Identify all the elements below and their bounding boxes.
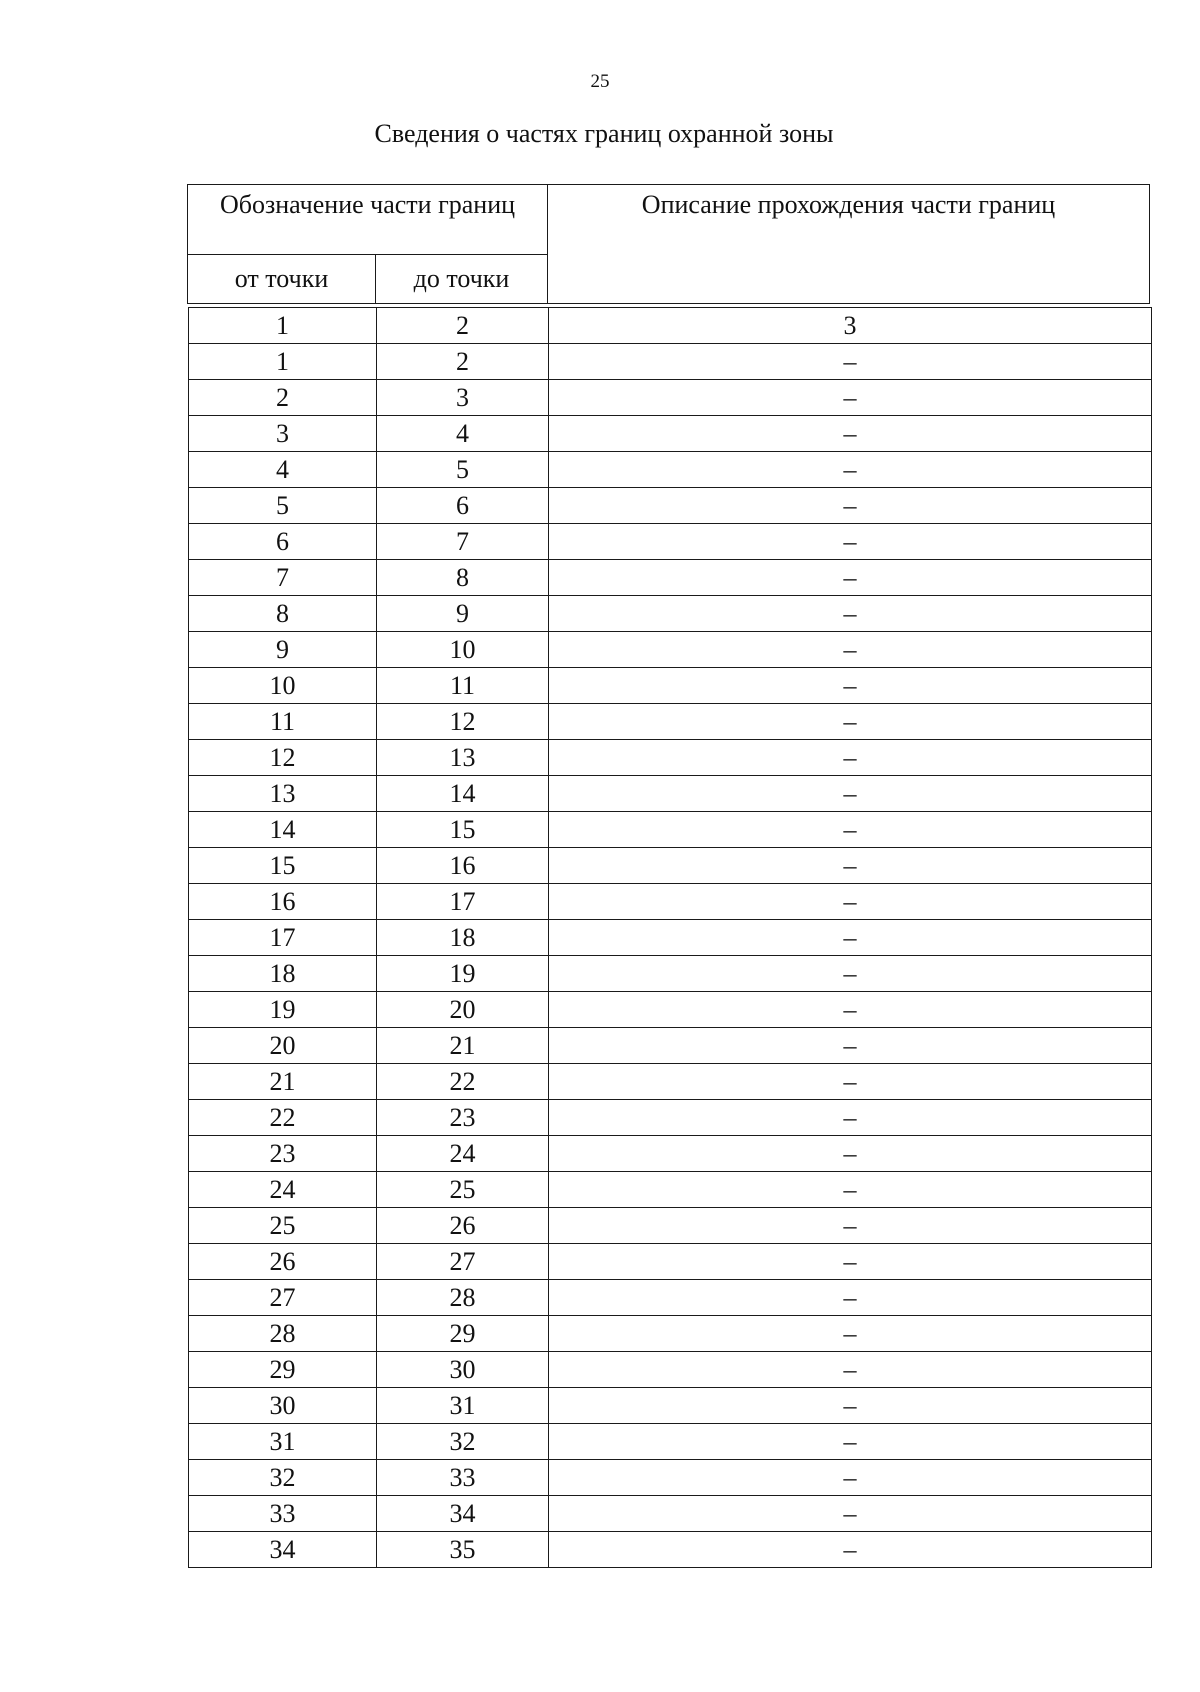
from-point-cell: 27 (189, 1280, 377, 1316)
from-point-cell: 31 (189, 1424, 377, 1460)
to-point-cell: 12 (377, 704, 549, 740)
to-point-cell: 9 (377, 596, 549, 632)
table-row (189, 452, 1152, 488)
to-point-cell: 4 (377, 416, 549, 452)
table-row (189, 596, 1152, 632)
from-point-header: от точки (188, 255, 376, 304)
from-point-cell: 10 (189, 668, 377, 704)
description-cell: – (549, 488, 1152, 524)
to-point-cell: 19 (377, 956, 549, 992)
from-point-cell: 28 (189, 1316, 377, 1352)
to-point-header: до точки (376, 255, 548, 304)
from-point-cell: 33 (189, 1496, 377, 1532)
from-point-cell: 5 (189, 488, 377, 524)
description-cell: – (549, 1064, 1152, 1100)
from-point-cell: 8 (189, 596, 377, 632)
table-row (189, 524, 1152, 560)
table-row (189, 1496, 1152, 1532)
table-row (189, 1244, 1152, 1280)
to-point-cell: 35 (377, 1532, 549, 1568)
from-point-cell: 25 (189, 1208, 377, 1244)
table-row (189, 1316, 1152, 1352)
description-cell: – (549, 776, 1152, 812)
table-row (189, 1100, 1152, 1136)
from-point-cell: 14 (189, 812, 377, 848)
to-point-cell: 11 (377, 668, 549, 704)
from-point-cell: 3 (189, 416, 377, 452)
description-cell: – (549, 740, 1152, 776)
from-point-cell: 30 (189, 1388, 377, 1424)
from-point-cell: 1 (189, 344, 377, 380)
to-point-cell: 22 (377, 1064, 549, 1100)
from-point-cell: 4 (189, 452, 377, 488)
table-row (189, 1388, 1152, 1424)
table-row (189, 668, 1152, 704)
from-point-cell: 15 (189, 848, 377, 884)
to-point-cell: 8 (377, 560, 549, 596)
description-cell: – (549, 1028, 1152, 1064)
column-number-cell: 1 (189, 308, 377, 344)
description-cell: – (549, 1532, 1152, 1568)
to-point-cell: 26 (377, 1208, 549, 1244)
from-point-cell: 13 (189, 776, 377, 812)
to-point-cell: 25 (377, 1172, 549, 1208)
boundary-parts-table-header (187, 184, 1150, 304)
to-point-cell: 15 (377, 812, 549, 848)
table-row (189, 1280, 1152, 1316)
to-point-cell: 32 (377, 1424, 549, 1460)
to-point-cell: 10 (377, 632, 549, 668)
from-point-cell: 16 (189, 884, 377, 920)
description-cell: – (549, 560, 1152, 596)
to-point-cell: 28 (377, 1280, 549, 1316)
table-row (189, 632, 1152, 668)
table-row (189, 1064, 1152, 1100)
table-row (189, 920, 1152, 956)
from-point-cell: 9 (189, 632, 377, 668)
description-cell: – (549, 1280, 1152, 1316)
table-row (189, 1424, 1152, 1460)
to-point-cell: 34 (377, 1496, 549, 1532)
column-number-cell: 3 (549, 308, 1152, 344)
table-row (189, 740, 1152, 776)
to-point-cell: 18 (377, 920, 549, 956)
description-cell: – (549, 344, 1152, 380)
column-number-cell: 2 (377, 308, 549, 344)
boundary-parts-table (188, 307, 1152, 1568)
table-row (189, 956, 1152, 992)
description-cell: – (549, 992, 1152, 1028)
from-point-cell: 11 (189, 704, 377, 740)
from-point-cell: 29 (189, 1352, 377, 1388)
description-cell: – (549, 1388, 1152, 1424)
to-point-cell: 3 (377, 380, 549, 416)
table-row (189, 1352, 1152, 1388)
table-row (189, 1532, 1152, 1568)
from-point-cell: 34 (189, 1532, 377, 1568)
boundary-parts-table-body (189, 308, 1152, 1568)
table-row (189, 488, 1152, 524)
to-point-cell: 14 (377, 776, 549, 812)
table-row (189, 380, 1152, 416)
from-point-cell: 6 (189, 524, 377, 560)
to-point-cell: 16 (377, 848, 549, 884)
to-point-cell: 23 (377, 1100, 549, 1136)
to-point-cell: 33 (377, 1460, 549, 1496)
from-point-cell: 12 (189, 740, 377, 776)
to-point-cell: 7 (377, 524, 549, 560)
table-row (189, 776, 1152, 812)
from-point-cell: 22 (189, 1100, 377, 1136)
description-cell: – (549, 956, 1152, 992)
page-number: 25 (590, 71, 610, 92)
table-row (189, 848, 1152, 884)
table-row (189, 416, 1152, 452)
description-cell: – (549, 380, 1152, 416)
description-cell: – (549, 596, 1152, 632)
description-cell: – (549, 524, 1152, 560)
to-point-cell: 31 (377, 1388, 549, 1424)
description-cell: – (549, 1460, 1152, 1496)
table-row (189, 1136, 1152, 1172)
table-row (189, 344, 1152, 380)
table-row (189, 704, 1152, 740)
description-cell: – (549, 416, 1152, 452)
to-point-cell: 5 (377, 452, 549, 488)
to-point-cell: 6 (377, 488, 549, 524)
to-point-cell: 17 (377, 884, 549, 920)
table-row (189, 1172, 1152, 1208)
description-cell: – (549, 812, 1152, 848)
table-row (189, 1208, 1152, 1244)
table-row (189, 884, 1152, 920)
description-cell: – (549, 668, 1152, 704)
to-point-cell: 21 (377, 1028, 549, 1064)
description-cell: – (549, 1208, 1152, 1244)
to-point-cell: 20 (377, 992, 549, 1028)
document-title: Сведения о частях границ охранной зоны (374, 119, 834, 148)
from-point-cell: 17 (189, 920, 377, 956)
description-cell: – (549, 1316, 1152, 1352)
description-cell: – (549, 452, 1152, 488)
description-cell: – (549, 704, 1152, 740)
column-number-row (189, 308, 1152, 344)
from-point-cell: 23 (189, 1136, 377, 1172)
to-point-cell: 30 (377, 1352, 549, 1388)
from-point-cell: 26 (189, 1244, 377, 1280)
description-cell: – (549, 1352, 1152, 1388)
from-point-cell: 21 (189, 1064, 377, 1100)
table-row (189, 1028, 1152, 1064)
to-point-cell: 2 (377, 344, 549, 380)
to-point-cell: 27 (377, 1244, 549, 1280)
to-point-cell: 24 (377, 1136, 549, 1172)
to-point-cell: 13 (377, 740, 549, 776)
from-point-cell: 18 (189, 956, 377, 992)
description-cell: – (549, 920, 1152, 956)
description-cell: – (549, 1136, 1152, 1172)
description-cell: – (549, 848, 1152, 884)
description-cell: – (549, 1496, 1152, 1532)
description-cell: – (549, 1100, 1152, 1136)
table-row (189, 812, 1152, 848)
from-point-cell: 24 (189, 1172, 377, 1208)
from-point-cell: 32 (189, 1460, 377, 1496)
table-row (189, 992, 1152, 1028)
description-cell: – (549, 632, 1152, 668)
description-cell: – (549, 1424, 1152, 1460)
from-point-cell: 19 (189, 992, 377, 1028)
to-point-cell: 29 (377, 1316, 549, 1352)
from-point-cell: 7 (189, 560, 377, 596)
table-row (189, 1460, 1152, 1496)
table-row (189, 560, 1152, 596)
from-point-cell: 2 (189, 380, 377, 416)
passage-description-header: Описание прохождения части границ (548, 185, 1150, 304)
part-designation-header: Обозначение части границ (188, 185, 548, 255)
description-cell: – (549, 1244, 1152, 1280)
from-point-cell: 20 (189, 1028, 377, 1064)
description-cell: – (549, 884, 1152, 920)
description-cell: – (549, 1172, 1152, 1208)
